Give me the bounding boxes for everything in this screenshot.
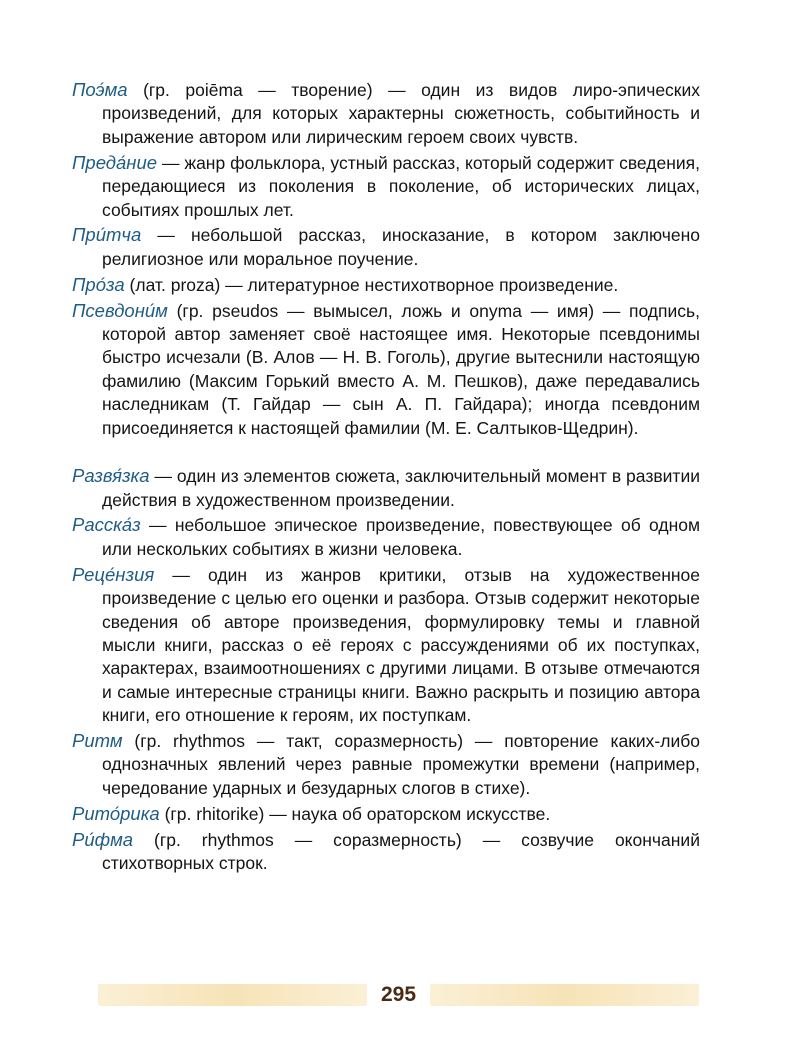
glossary-content xyxy=(72,78,700,877)
entry-term: Развя́зка xyxy=(72,465,150,487)
entry-definition: — жанр фольклора, устный рассказ, который содержит сведения, передающиеся из поколения в поколение, об исторических лицах, событиях прошлых лет. xyxy=(102,152,700,220)
entry-definition: — небольшое эпическое произведение, повествующее об одном или нескольких событиях в жизни человека. xyxy=(102,515,700,559)
footer-band-right xyxy=(430,984,699,1006)
entry-term: Преда́ние xyxy=(72,151,158,173)
glossary-entry-poema xyxy=(72,78,700,149)
entry-definition: — небольшой рассказ, иносказание, в котором заключено религиозное или моральное поучение. xyxy=(102,225,700,269)
glossary-entry-ritm xyxy=(72,729,700,800)
entry-definition: (гр. pseudos — вымысел, ложь и onyma — имя) — подпись, которой автор заменяет своё настоящее имя. Некоторые псевдонимы быстро исчезали (В. Алов — Н. В. Гоголь), другие вытеснили настоящую фамилию (Максим Горький вместо А. М. Пешков), даже передавались наследникам (Т. Гайдар — сын А. П. Гайдара); иногда псевдоним присоединяется к настоящей фамилии (М. Е. Салтыков-Щедрин). xyxy=(102,300,700,438)
glossary-entry-razvyazka xyxy=(72,464,700,512)
glossary-entry-psevdonim xyxy=(72,299,700,440)
entry-term: Про́за xyxy=(72,273,125,295)
entry-definition: (гр. poiēma — творение) — один из видов лиро-эпических произведений, для которых характерны сюжетность, событийность и выражение автором или лирическим героем своих чувств. xyxy=(102,80,700,147)
entry-definition: (лат. proza) — литературное нестихотворное произведение. xyxy=(124,274,619,295)
entry-definition: — один из элементов сюжета, заключительный момент в развитии действия в художественном произведении. xyxy=(102,466,700,510)
entry-term: Ри́фма xyxy=(72,828,134,850)
entry-term: Расска́з xyxy=(72,514,141,536)
entry-term: Реце́нзия xyxy=(72,563,155,585)
entry-definition: (гр. rhitorike) — наука об ораторском искусстве. xyxy=(159,803,551,824)
entry-definition: (гр. rhythmos — соразмерность) — созвучие окончаний стихотворных строк. xyxy=(102,829,700,874)
entry-definition: — один из жанров критики, отзыв на художественное произведение с целью его оценки и разбора. Отзыв содержит некоторые сведения об авторе произведения, формулировку темы и главной мысли книги, рассказ о её героях с рассуждениями об их поступках, характерах, взаимоотношениях с другими лицами. В отзыве отмечаются и самые интересные страницы книги. Важно раскрыть и позицию автора книги, его отношение к героям, их поступкам. xyxy=(102,564,700,726)
entry-term: Ритм xyxy=(72,730,123,752)
glossary-entry-predanie xyxy=(72,151,700,222)
glossary-entry-retsenziya xyxy=(72,563,700,728)
entry-term: При́тча xyxy=(72,224,142,246)
entry-term: Псевдони́м xyxy=(72,299,168,321)
glossary-entry-pritcha xyxy=(72,223,700,271)
entry-definition: (гр. rhythmos — такт, соразмерность) — повторение каких-либо однозначных явлений через равные промежутки времени (например, чередование ударных и безударных слогов в стихе). xyxy=(102,731,700,798)
entry-term: Рито́рика xyxy=(72,802,160,824)
glossary-entry-rasskaz xyxy=(72,513,700,561)
glossary-entry-rifma xyxy=(72,828,700,876)
footer-band-left xyxy=(98,984,367,1006)
page-footer xyxy=(98,981,699,1009)
glossary-entry-ritorika xyxy=(72,802,700,826)
glossary-entry-proza xyxy=(72,273,700,297)
page-number: 295 xyxy=(380,983,417,1006)
entry-term: Поэ́ма xyxy=(72,79,128,100)
